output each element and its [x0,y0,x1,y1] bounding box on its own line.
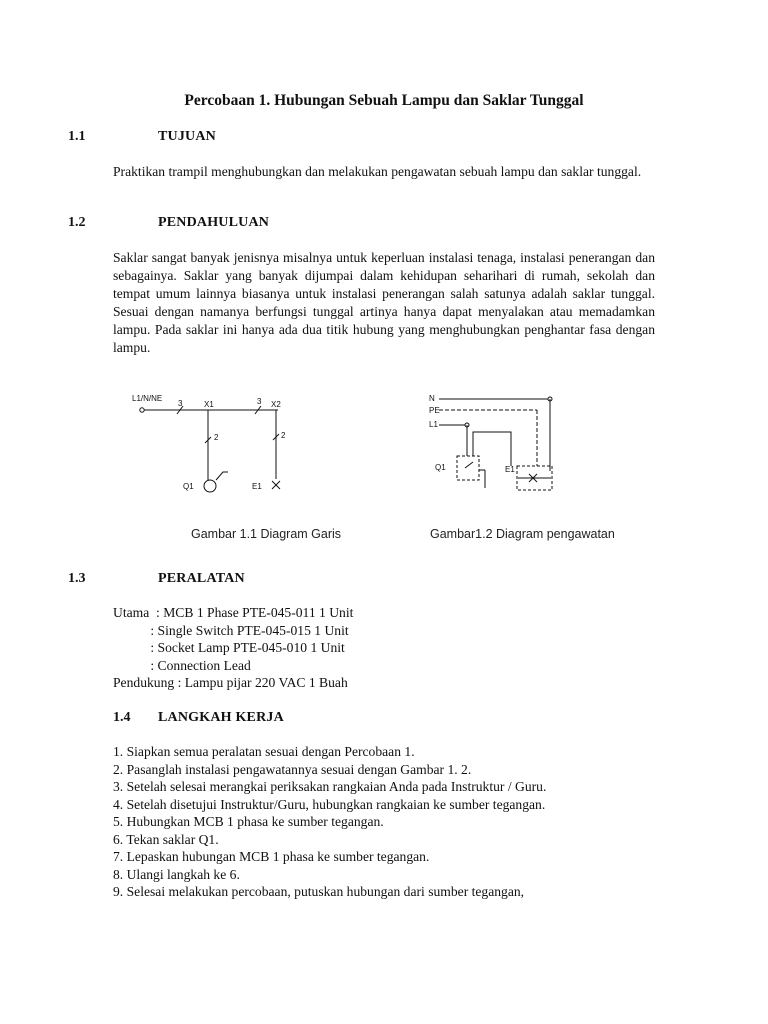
section-number-1-4: 1.4 [113,710,131,725]
equipment-item: : Socket Lamp PTE-045-010 1 Unit [113,640,345,655]
section-number-1-3: 1.3 [68,571,86,586]
section-number-1-2: 1.2 [68,215,86,230]
figure-1-2-caption: Gambar1.2 Diagram pengawatan [430,527,615,541]
section-number-1-1: 1.1 [68,129,86,144]
label-wire-count-a: 3 [178,399,183,408]
step-item: 6. Tekan saklar Q1. [113,831,219,847]
label-wire-count-c: 2 [214,433,219,442]
steps-list [113,743,546,901]
step-item: 2. Pasanglah instalasi pengawatannya sesuai dengan Gambar 1. 2. [113,761,472,777]
step-item: 5. Hubungkan MCB 1 phasa ke sumber tegangan. [113,814,384,829]
label-n: N [429,394,435,403]
label-e1-wiring: E1 [505,465,515,474]
section-title-peralatan: PERALATAN [158,571,245,586]
label-q1: Q1 [183,482,194,491]
equipment-item: Utama : MCB 1 Phase PTE-045-011 1 Unit [113,605,354,620]
label-e1: E1 [252,482,262,491]
tujuan-paragraph: Praktikan trampil menghubungkan dan melakukan pengawatan sebuah lampu dan saklar tunggal. [113,164,642,179]
step-item: 7. Lepaskan hubungan MCB 1 phasa ke sumber tegangan. [113,849,430,864]
label-q1-wiring: Q1 [435,463,446,472]
section-title-tujuan: TUJUAN [158,129,216,144]
step-item: 4. Setelah disetujui Instruktur/Guru, hubungkan rangkaian ke sumber tegangan. [113,796,546,812]
equipment-list [113,604,353,692]
label-wire-count-d: 2 [281,431,286,440]
equipment-item: Pendukung : Lampu pijar 220 VAC 1 Buah [113,675,348,690]
pendahuluan-paragraph: Saklar sangat banyak jenisnya misalnya untuk keperluan instalasi tenaga, instalasi penerangan dan sebagainya. Saklar yang banyak dijumpai dalam kehidupan seharihari di rumah, sekolah dan tempat umum lainnya biasanya untuk instalasi penerangan salah satunya adalah saklar tunggal. Sesuai dengan namanya berfungsi tunggal artinya hanya dapat menyalakan atau memadamkan lampu. Pada saklar ini hanya ada dua titik hubung yang menghubungkan penghantar fasa dengan lampu. [113,250,655,355]
figure-1-1-caption: Gambar 1.1 Diagram Garis [191,527,342,541]
section-title-pendahuluan: PENDAHULUAN [158,215,270,230]
wiring-diagram-figure [425,390,560,500]
label-pe: PE [429,406,440,415]
label-source: L1/N/NE [132,394,163,403]
section-title-langkah-kerja: LANGKAH KERJA [158,710,284,725]
step-item: 8. Ulangi langkah ke 6. [113,866,240,882]
step-item: 9. Selesai melakukan percobaan, putuskan hubungan dari sumber tegangan, [113,884,525,899]
line-diagram-figure [130,388,300,498]
equipment-item: : Connection Lead [113,657,251,673]
label-x2: X2 [271,400,281,409]
page-title: Percobaan 1. Hubungan Sebuah Lampu dan Saklar Tunggal [184,92,584,109]
label-wire-count-b: 3 [257,397,262,406]
label-x1: X1 [204,400,214,409]
label-l1: L1 [429,420,438,429]
step-item: 3. Setelah selesai merangkai periksakan rangkaian Anda pada Instruktur / Guru. [113,779,547,794]
equipment-item: : Single Switch PTE-045-015 1 Unit [113,622,349,638]
step-item: 1. Siapkan semua peralatan sesuai dengan Percobaan 1. [113,744,415,759]
